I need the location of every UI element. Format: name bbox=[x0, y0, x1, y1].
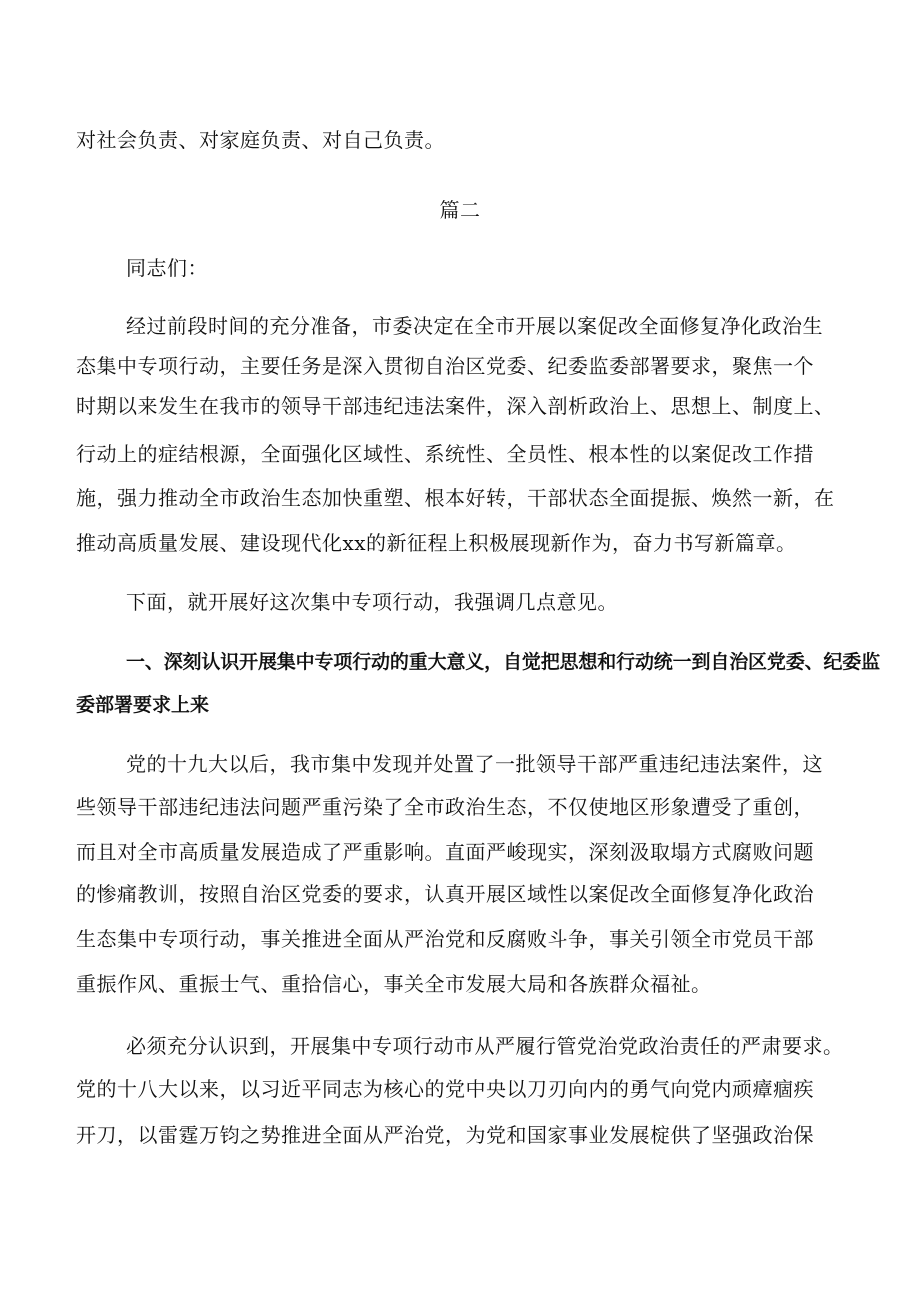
section-title: 篇二 bbox=[439, 198, 481, 222]
text-line: 些领导干部违纪违法问题严重污染了全市政治生态，不仅使地区形象遭受了重创， bbox=[76, 795, 814, 819]
text-line: 态集中专项行动，主要任务是深入贯彻自治区党委、纪委监委部署要求，聚焦一个 bbox=[76, 354, 814, 378]
salutation: 同志们： bbox=[126, 256, 208, 280]
section-heading: 委部署要求上来 bbox=[76, 694, 210, 716]
text-line: 施，强力推动全市政治生态加快重塑、根本好转，干部状态全面提振、焕然一新，在 bbox=[76, 486, 835, 510]
text-line: 对社会负责、对家庭负责、对自己负责。 bbox=[76, 128, 445, 152]
text-line: 推动高质量发展、建设现代化xx的新征程上积极展现新作为，奋力书写新篇章。 bbox=[76, 531, 797, 555]
text-line: 而且对全市高质量发展造成了严重影响。直面严峻现实，深刻汲取塌方式腐败问题 bbox=[76, 840, 814, 864]
text-line: 下面，就开展好这次集中专项行动，我强调几点意见。 bbox=[126, 590, 618, 614]
text-line: 必须充分认识到，开展集中专项行动市从严履行管党治党政治责任的严肃要求。 bbox=[126, 1034, 844, 1058]
text-line: 开刀，以雷霆万钧之势推进全面从严治党，为党和国家事业发展椗供了坚强政治保 bbox=[76, 1123, 814, 1147]
text-line: 行动上的症结根源，全面强化区域性、系统性、全员性、根本性的以案促改工作措 bbox=[76, 442, 814, 466]
text-line: 经过前段时间的充分准备，市委决定在全市开展以案促改全面修复净化政治生 bbox=[126, 314, 823, 338]
text-line: 党的十九大以后，我市集中发现并处置了一批领导干部严重违纪违法案件，这 bbox=[126, 752, 823, 776]
text-line: 重振作风、重振士气、重拾信心，事关全市发展大局和各族群众福祉。 bbox=[76, 972, 712, 996]
text-line: 党的十八大以来，以习近平同志为核心的党中央以刀刃向内的勇气向党内顽瘴痼疾 bbox=[76, 1077, 814, 1101]
text-line: 时期以来发生在我市的领导干部违纪违法案件，深入剖析政治上、思想上、制度上、 bbox=[76, 394, 835, 418]
text-line: 生态集中专项行动，事关推进全面从严治党和反腐败斗争，事关引领全市党员干部 bbox=[76, 927, 814, 951]
section-heading: 一、深刻认识开展集中专项行动的重大意义，自觉把思想和行动统一到自治区党委、纪委监 bbox=[126, 651, 881, 673]
text-line: 的惨痛教训，按照自治区党委的要求，认真开展区域性以案促改全面修复净化政治 bbox=[76, 882, 814, 906]
